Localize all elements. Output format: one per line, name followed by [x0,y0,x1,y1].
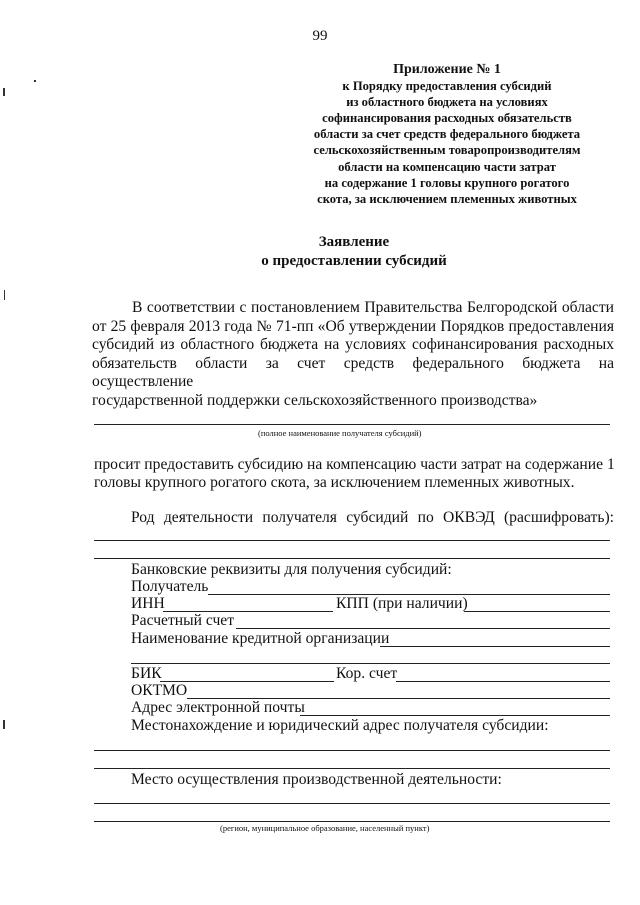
scan-mark [34,80,36,82]
account-label: Расчетный счет [131,612,235,629]
oktmo-label: ОКТМО [131,682,188,699]
email-field[interactable] [300,715,610,716]
address-field-2[interactable] [94,768,610,769]
okved-label: Род деятельности получателя субсидий по ОКВЭД (расшифровать): [131,509,614,526]
bank-name-label: Наименование кредитной организации [131,630,390,647]
corr-account-label: Кор. счет [336,665,398,682]
recipient-caption: (полное наименование получателя субсидий) [258,428,422,438]
address-field-1[interactable] [94,750,610,751]
okved-field-2[interactable] [94,558,610,559]
corr-account-field[interactable] [396,681,610,682]
appendix-line: на содержание 1 головы крупного рогатого [324,175,570,190]
recipient-name-field[interactable] [94,424,610,425]
scan-mark [4,290,5,300]
appendix-line: из областного бюджета на условиях [346,95,548,110]
appendix-title: Приложение № 1 [393,62,501,77]
scan-mark [3,88,5,96]
request-line-2: головы крупного рогатого скота, за исключением племенных животных. [94,474,575,491]
bank-name-field-2[interactable] [131,663,610,664]
production-label: Место осуществления производственной деятельности: [131,771,502,788]
appendix-line: софинансирования расходных обязательств [322,111,572,126]
request-line-1: просит предоставить субсидию на компенсацию части затрат на содержание 1 [94,456,615,473]
bank-name-field[interactable] [380,646,610,647]
intro-line: обязательств области за счет средств федерального бюджета на осуществление [92,354,614,391]
production-field-1[interactable] [94,803,610,804]
intro-line: от 25 февраля 2013 года № 71-пп «Об утверждении Порядков предоставления [92,317,614,335]
region-caption: (регион, муниципальное образование, населенный пункт) [220,823,430,833]
appendix-line: скота, за исключением племенных животных [317,191,577,206]
okved-field-1[interactable] [94,540,610,541]
email-label: Адрес электронной почты [131,699,305,716]
heading-title: Заявление [318,234,390,250]
bik-label: БИК [131,665,162,682]
heading-subtitle: о предоставлении субсидий [261,253,447,269]
intro-line: государственной поддержки сельскохозяйственного производства» [92,391,538,409]
appendix-line: к Порядку предоставления субсидий [342,79,552,94]
intro-paragraph [92,299,614,411]
appendix-block [282,62,612,207]
production-field-2[interactable] [94,821,610,822]
kpp-label: КПП (при наличии) [336,595,468,612]
recipient-label: Получатель [131,578,209,595]
page-number: 99 [312,28,328,44]
account-field[interactable] [236,628,610,629]
bank-header: Банковские реквизиты для получения субсидий: [131,561,452,578]
appendix-line: области на компенсацию части затрат [338,159,556,174]
inn-label: ИНН [131,595,165,612]
intro-line: субсидий из областного бюджета на условиях софинансирования расходных [92,336,614,354]
appendix-line: области за счет средств федерального бюджета [313,127,581,142]
kpp-field[interactable] [464,611,610,612]
intro-line: В соответствии с постановлением Правительства Белгородской области [132,299,614,316]
address-label: Местонахождение и юридический адрес получателя субсидии: [131,717,549,734]
document-heading [0,233,640,271]
scan-mark [3,720,5,729]
appendix-line: сельскохозяйственным товаропроизводителям [313,143,581,158]
